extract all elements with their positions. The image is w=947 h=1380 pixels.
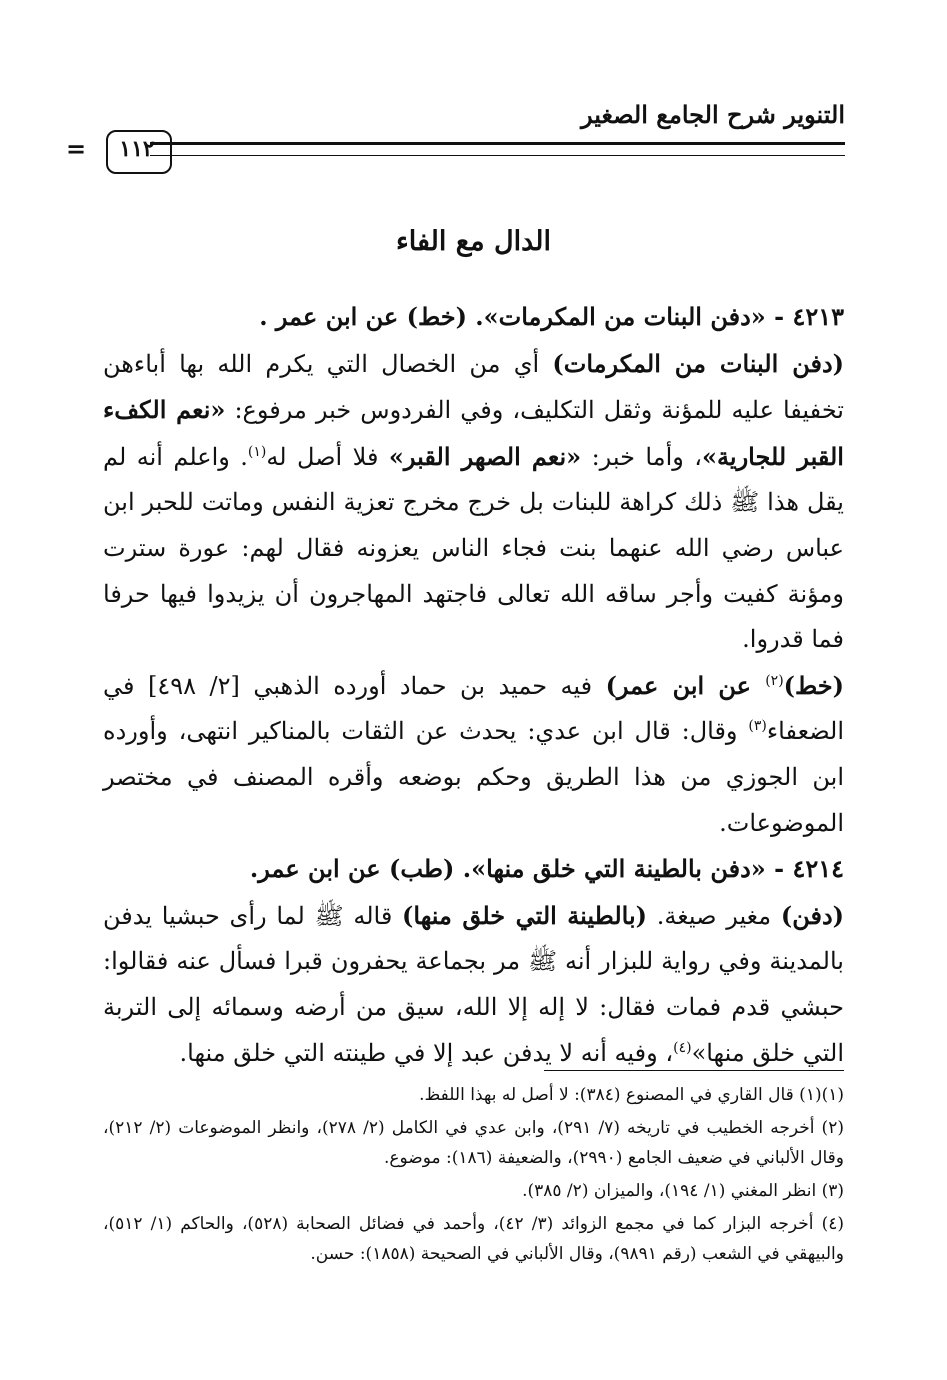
section-title: الدال مع الفاء <box>396 226 551 257</box>
footnote-ref[interactable]: (١) <box>247 443 267 460</box>
commentary-text: قاله ﷺ لما رأى حبشيا يدفن بالمدينة وفي رواية للبزار أنه ﷺ مر بجماعة يحفرون قبرا فسأل عنه فقالوا: حبشي قدم فمات فقال: لا إله إلا الله، سيق من أرضه وسمائه إلى التربة التي خلق منها» <box>103 901 844 1067</box>
footnote: (٢) أخرجه الخطيب في تاريخه (٧/ ٢٩١)، وابن عدي في الكامل (٢/ ٢٧٨)، وانظر الموضوعات (٢/ ٢١٢)، وقال الألباني في ضعيف الجامع (٢٩٩٠)، والضعيفة (١٨٦): موضوع. <box>103 1118 844 1168</box>
commentary-text: وقال: قال ابن عدي: يحدث عن الثقات بالمناكير انتهى، وأورده ابن الجوزي من هذا الطريق وحكم بوضعه وأقره المصنف في مختصر الموضوعات. <box>103 717 844 837</box>
commentary-paragraph <box>103 663 844 846</box>
page-header <box>66 100 845 180</box>
page-number: ١١٢ <box>119 136 155 162</box>
hadith-number: ٤٢١٣ <box>792 302 844 331</box>
footnotes <box>103 1080 844 1272</box>
commentary-text: . واعلم أنه لم يقل هذا ﷺ ذلك كراهة للبنات بل خرج مخرج تعزية النفس وماتت للحبر ابن عباس رضي الله عنهما بنت فجاء الناس يعزونه فقال لهم: عورة سترت ومؤنة كفيت وأجر ساقه الله تعالى فاجتهد المهاجرون أن يزيدوا فيها حرفا فما قدروا. <box>103 442 844 654</box>
commentary-lemma: (دفن) <box>780 900 845 930</box>
commentary-paragraph <box>103 893 844 1076</box>
footnote: (٣) انظر المغني (١/ ١٩٤)، والميزان (٢/ ٣٨٥). <box>522 1181 844 1201</box>
page-number-mark: = <box>66 134 87 163</box>
hadith-text: «دفن البنات من المكرمات». (خط) عن ابن عمر . <box>259 302 766 331</box>
commentary-lemma: (دفن البنات من المكرمات) <box>552 348 844 378</box>
commentary-text: ، وفيه أنه لا يدفن عبد إلا في طينته التي خلق منها. <box>179 1038 674 1067</box>
quoted-hadith: «نعم الصهر القبر» <box>388 441 582 471</box>
commentary-text: ، وأما خبر: <box>581 442 703 471</box>
running-title: التنوير شرح الجامع الصغير <box>581 100 845 129</box>
commentary-text: أي من الخصال التي يكرم الله بها أباءهن تخفيفا عليه للمؤنة وثقل التكليف، وفي الفردوس خبر مرفوع: <box>103 349 844 425</box>
hadith-entry-4213: ٤٢١٣ - «دفن البنات من المكرمات». (خط) عن ابن عمر . <box>259 302 844 331</box>
commentary-text: مغير صيغة. <box>647 901 781 930</box>
commentary-paragraph <box>103 341 844 663</box>
narrator: عن ابن عمر) <box>605 670 766 700</box>
footnote: (١)(١) قال القاري في المصنوع (٣٨٤): لا أصل له بهذا اللفظ. <box>419 1085 844 1105</box>
footnote-ref[interactable]: (٤) <box>673 1039 692 1056</box>
commentary-text: فيه حميد بن حماد أورده الذهبي [٢/ ٤٩٨] في الضعفاء <box>103 671 844 746</box>
footnote-separator <box>544 1070 844 1071</box>
footnote: (٤) أخرجه البزار كما في مجمع الزوائد (٣/ ٤٢)، وأحمد في فضائل الصحابة (٥٢٨)، والحاكم (١/ ٥١٢)، والبيهقي في الشعب (رقم ٩٨٩١)، وقال الألباني في الصحيحة (١٨٥٨): حسن. <box>103 1214 844 1264</box>
footnote-ref[interactable]: (٢) <box>765 672 784 689</box>
hadith-entry-4214: ٤٢١٤ - «دفن بالطينة التي خلق منها». (طب) عن ابن عمر. <box>249 854 844 884</box>
commentary-text: فلا أصل له <box>266 442 389 471</box>
main-text <box>103 294 844 1076</box>
commentary-lemma: (بالطينة التي خلق منها) <box>402 900 648 930</box>
source-code: (خط) <box>783 670 844 700</box>
page-number-box <box>66 130 176 172</box>
quoted-hadith: «نعم الكفء القبر للجارية» <box>103 395 844 471</box>
header-rule <box>150 142 845 156</box>
hadith-number: ٤٢١٤ <box>792 854 844 884</box>
footnote-ref[interactable]: (٣) <box>748 718 767 735</box>
hadith-text: «دفن بالطينة التي خلق منها». (طب) عن ابن عمر. <box>249 854 766 884</box>
